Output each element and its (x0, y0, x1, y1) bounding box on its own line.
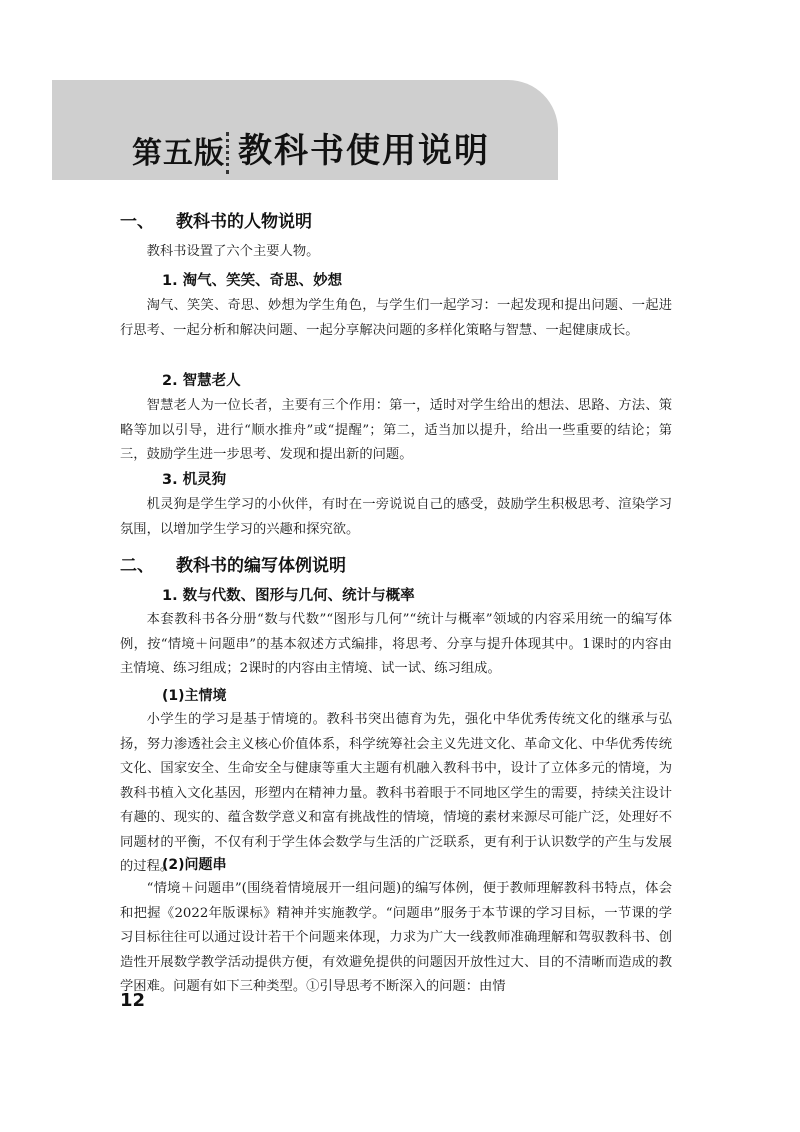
question-chain-text: “情境＋问题串”(围绕着情境展开一组问题)的编写体例，便于教师理解教科书特点，体会和把握《2022年版课标》精神并实施教学。“问题串”服务于本节课的学习目标，一节课的学习目标往往可以通过设计若干个问题来体现，力求为广大一线教师准确理解和驾驭教科书、创造性开展数学教学活动提供方便，有效避免提供的问题因开放性过大、目的不清晰而造成的教学困难。问题有如下三种类型。①引导思考不断深入的问题：由情 (120, 881, 672, 994)
page-number: 12 (120, 990, 146, 1011)
sub1-heading: 1. 数与代数、图形与几何、统计与概率 (162, 588, 415, 604)
section2-number: 二、 (120, 556, 154, 576)
section2-title: 教科书的编写体例说明 (176, 556, 346, 576)
section1-title: 教科书的人物说明 (176, 212, 312, 232)
section1-intro: 教科书设置了六个主要人物。 (146, 244, 320, 259)
section1-number: 一、 (120, 212, 154, 232)
item2-text: 智慧老人为一位长者，主要有三个作用：第一，适时对学生给出的想法、思路、方法、策略等加以引导，进行“顺水推舟”或“提醒”；第二，适当加以提升，给出一些重要的结论；第三，鼓励学生进一步思考、发现和提出新的问题。 (120, 398, 672, 462)
title-separator (226, 132, 229, 174)
sub1-text: 本套教科书各分册“数与代数”“图形与几何”“统计与概率”领域的内容采用统一的编写体例，按“情境＋问题串”的基本叙述方式编排，将思考、分享与提升体现其中。1课时的内容由主情境、练习组成；2课时的内容由主情境、试一试、练习组成。 (120, 612, 672, 676)
item1-text: 淘气、笑笑、奇思、妙想为学生角色，与学生们一起学习：一起发现和提出问题、一起进行思考、一起分析和解决问题、一起分享解决问题的多样化策略与智慧、一起健康成长。 (120, 298, 672, 338)
section2-heading (120, 551, 346, 576)
main-situation-text: 小学生的学习是基于情境的。教科书突出德育为先，强化中华优秀传统文化的继承与弘扬，努力渗透社会主义核心价值体系，科学统筹社会主义先进文化、革命文化、中华优秀传统文化、国家安全、生命安全与健康等重大主题有机融入教科书中，设计了立体多元的情境，为教科书植入文化基因，形塑内在精神力量。教科书着眼于不同地区学生的需要，持续关注设计有趣的、现实的、蕴含数学意义和富有挑战性的情境，情境的素材来源尽可能广泛，处理好不同题材的平衡，不仅有利于学生体会数学与生活的广泛联系，更有利于认识数学的产生与发展的过程。 (120, 712, 672, 874)
item3-heading: 3. 机灵狗 (162, 472, 227, 488)
item1-heading: 1. 淘气、笑笑、奇思、妙想 (162, 273, 343, 289)
section1-heading (120, 207, 312, 232)
item3-text: 机灵狗是学生学习的小伙伴，有时在一旁说说自己的感受，鼓励学生积极思考、渲染学习氛围，以增加学生学习的兴趣和探究欲。 (120, 497, 672, 537)
main-situation-heading: (1)主情境 (162, 688, 227, 704)
question-chain-heading: (2)问题串 (162, 857, 227, 873)
item2-heading: 2. 智慧老人 (162, 373, 241, 389)
edition-label: 第五版 (132, 136, 225, 171)
page-title: 教科书使用说明 (238, 131, 490, 171)
